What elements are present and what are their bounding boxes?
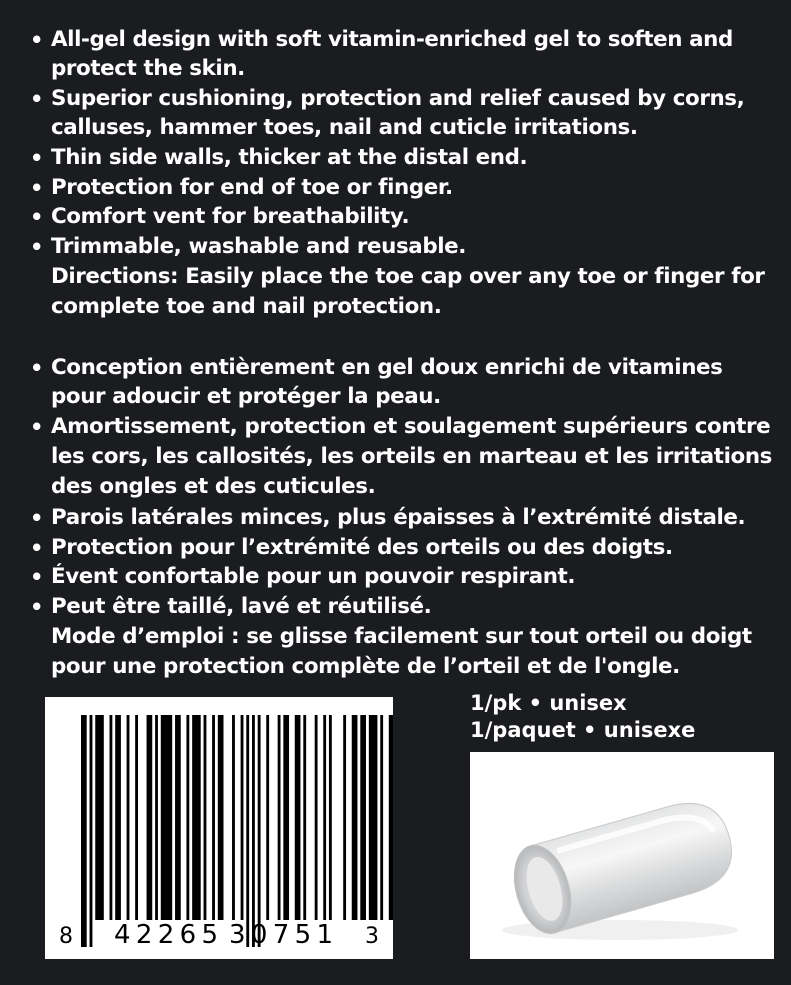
barcode-bar	[161, 715, 172, 920]
barcode-bar	[389, 715, 393, 920]
barcode-bar	[295, 715, 301, 920]
fr-bullet-4: Protection pour l’extrémité des orteils ou des doigts.	[51, 535, 673, 560]
barcode-bar	[192, 715, 201, 920]
barcode-check-digit: 3	[365, 924, 379, 949]
barcode-bar	[110, 715, 113, 920]
barcode-bar	[278, 715, 281, 920]
barcode-right-group: 30751	[229, 920, 333, 950]
toe-cap-image	[470, 752, 774, 959]
fr-bullet-2-line-3: des ongles et des cuticules.	[51, 474, 376, 499]
barcode-bar	[380, 715, 383, 920]
barcode-left-group: 42265	[114, 920, 218, 950]
barcode-bar	[186, 715, 189, 920]
barcode-bar	[175, 715, 181, 920]
barcode-bar	[127, 715, 130, 920]
en-bullet-2-line-2: calluses, hammer toes, nail and cuticle irritations.	[51, 115, 638, 140]
fr-bullet-6: Peut être taillé, lavé et réutilisé.	[51, 594, 432, 619]
fr-directions-line-1: Mode d’emploi : se glisse facilement sur tout orteil ou doigt	[51, 624, 752, 649]
barcode-bar	[323, 715, 326, 920]
barcode	[45, 697, 393, 959]
barcode-bar	[246, 715, 249, 947]
barcode-bar	[155, 715, 158, 920]
barcode-bar	[329, 715, 332, 920]
barcode-bar	[218, 715, 224, 920]
en-bullet-6: Trimmable, washable and reusable.	[51, 234, 466, 259]
fr-bullet-2-line-2: les cors, les callosités, les orteils en marteau et les irritations	[51, 444, 773, 469]
en-bullet-5: Comfort vent for breathability.	[51, 204, 410, 229]
en-bullet-1-line-1: All-gel design with soft vitamin-enriched gel to soften and	[51, 27, 733, 52]
fr-bullet-5: Évent confortable pour un pouvoir respirant.	[51, 564, 576, 589]
en-directions-line-1: Directions: Easily place the toe cap over any toe or finger for	[51, 264, 765, 289]
barcode-bar	[303, 715, 306, 920]
fr-bullet-1-line-2: pour adoucir et protéger la peau.	[51, 384, 441, 409]
bullet-marker: •	[30, 506, 44, 530]
barcode-bar	[369, 715, 378, 920]
barcode-bar	[343, 715, 346, 920]
bullet-marker: •	[30, 146, 44, 170]
barcode-bar	[212, 715, 215, 920]
fr-bullet-1-line-1: Conception entièrement en gel doux enrichi de vitamines	[51, 355, 723, 380]
barcode-bar	[90, 715, 93, 947]
fr-directions-line-2: pour une protection complète de l’orteil et de l'ongle.	[51, 654, 680, 679]
product-image	[470, 752, 774, 959]
bullet-marker: •	[30, 356, 44, 380]
barcode-bar	[283, 715, 289, 920]
barcode-graphic	[45, 697, 393, 959]
barcode-bar	[147, 715, 153, 920]
pack-info-en: 1/pk • unisex	[470, 691, 627, 715]
barcode-first-digit: 8	[59, 924, 73, 949]
barcode-bar	[241, 715, 244, 920]
pack-info-fr: 1/paquet • unisexe	[470, 718, 696, 742]
barcode-bar	[315, 715, 318, 920]
barcode-bar	[95, 715, 104, 920]
barcode-bar	[360, 715, 366, 920]
barcode-bar	[252, 715, 255, 947]
en-directions-line-2: complete toe and nail protection.	[51, 294, 442, 319]
bullet-marker: •	[30, 536, 44, 560]
barcode-bar	[266, 715, 269, 920]
fr-bullet-2-line-1: Amortissement, protection et soulagement supérieurs contre	[51, 414, 771, 439]
en-bullet-4: Protection for end of toe or finger.	[51, 175, 453, 200]
barcode-bar	[258, 715, 261, 947]
barcode-bar	[232, 715, 235, 920]
barcode-bar	[135, 715, 138, 920]
barcode-bar	[115, 715, 121, 920]
bullet-marker: •	[30, 235, 44, 259]
bullet-marker: •	[30, 205, 44, 229]
en-bullet-1-line-2: protect the skin.	[51, 56, 245, 81]
bullet-marker: •	[30, 28, 44, 52]
barcode-bar	[204, 715, 207, 920]
bullet-marker: •	[30, 595, 44, 619]
en-bullet-3: Thin side walls, thicker at the distal end.	[51, 145, 528, 170]
bullet-marker: •	[30, 415, 44, 439]
bullet-marker: •	[30, 565, 44, 589]
bullet-marker: •	[30, 87, 44, 111]
fr-bullet-3: Parois latérales minces, plus épaisses à l’extrémité distale.	[51, 505, 746, 530]
barcode-bar	[352, 715, 358, 920]
bullet-marker: •	[30, 176, 44, 200]
barcode-bar	[81, 715, 87, 947]
en-bullet-2-line-1: Superior cushioning, protection and relief caused by corns,	[51, 86, 745, 111]
